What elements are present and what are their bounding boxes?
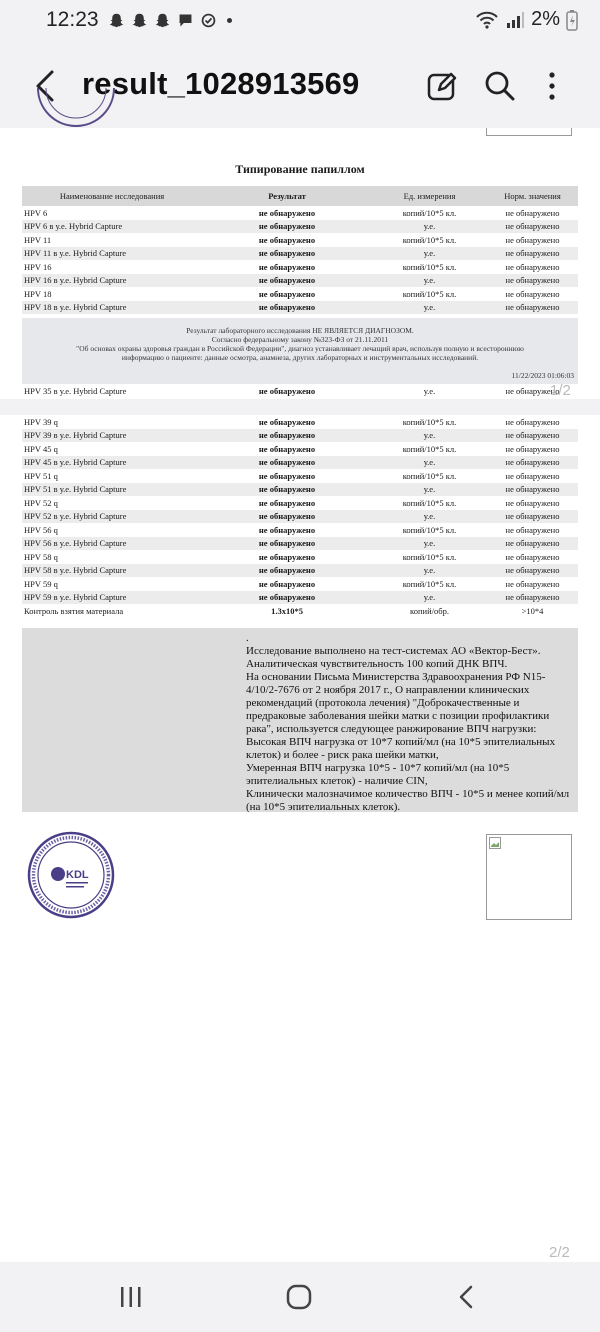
test-norm: не обнаружено (505, 470, 560, 481)
test-unit: у.е. (372, 220, 487, 234)
test-name: HPV 39 в у.е. Hybrid Capture (22, 429, 202, 443)
test-result: не обнаружено (258, 443, 316, 454)
stamp-fragment (36, 88, 116, 132)
test-result: не обнаружено (202, 247, 372, 261)
method-description: . Исследование выполнено на тест-системах АО «Вектор-Бест». Аналитическая чувствительность 100 копий ДНК ВПЧ. На основании Письма Министерства Здравоохранения РФ N15-4/10/2-7676 от 2 ноября 2017 г., О направлении клинических рекомендаций (протокола лечения) "Доброкачественные и предраковые заболевания шейки матки с позиции профилактики рака", используется следующее ранжирование ВПЧ нагрузки: Высокая ВПЧ нагрузка от 10*7 копий/мл (на 10*5 эпителиальных клеток) и более - риск рака шейки матки, Умеренная ВПЧ нагрузка 10*5 - 10*7 копий/мл (на 10*5 эпителиальных клеток) - наличие CIN, Клинически малозначимое количество ВПЧ - 10*5 и менее копий/мл (на 10*5 эпителиальных клеток). (246, 632, 570, 813)
search-icon[interactable] (482, 68, 518, 104)
test-result: не обнаружено (258, 470, 316, 481)
status-time: 12:23 (46, 8, 99, 31)
snapchat-icon (108, 11, 125, 30)
test-result: не обнаружено (258, 234, 316, 245)
test-norm: не обнаружено (487, 510, 578, 524)
test-norm: не обнаружено (487, 537, 578, 551)
test-norm: не обнаружено (505, 497, 560, 508)
test-unit: у.е. (372, 483, 487, 497)
lab-stamp-seal (26, 830, 116, 920)
test-norm: не обнаружено (487, 456, 578, 470)
test-result: не обнаружено (258, 416, 316, 427)
test-result: не обнаружено (202, 274, 372, 288)
table-row (22, 287, 578, 301)
test-unit: у.е. (372, 301, 487, 315)
test-unit: копий/10*5 кл. (402, 443, 457, 454)
test-result: не обнаружено (202, 564, 372, 578)
column-header: Ед. измерения (372, 186, 487, 206)
test-norm: не обнаружено (505, 524, 560, 535)
report-datetime: 11/22/2023 01:06:03 (511, 371, 574, 380)
battery-percent: 2% (531, 8, 560, 30)
test-name: HPV 16 (24, 261, 52, 272)
test-norm: не обнаружено (505, 385, 560, 396)
results-table-cut (22, 384, 578, 398)
test-unit: копий/10*5 кл. (402, 578, 457, 589)
table-row (22, 384, 578, 398)
image-placeholder-top (486, 128, 572, 136)
table-row (22, 577, 578, 591)
page-separator (0, 399, 600, 415)
table-row (22, 469, 578, 483)
notice-line: Результат лабораторного исследования НЕ ЯВЛЯЕТСЯ ДИАГНОЗОМ. (186, 326, 414, 335)
test-unit: у.е. (372, 429, 487, 443)
test-name: HPV 58 q (24, 551, 58, 562)
test-norm: не обнаружено (487, 301, 578, 315)
test-result: не обнаружено (202, 483, 372, 497)
table-row (22, 206, 578, 220)
more-notifications-icon (227, 18, 232, 23)
test-result: не обнаружено (258, 261, 316, 272)
table-row (22, 274, 578, 288)
test-unit: у.е. (372, 247, 487, 261)
status-bar (0, 0, 600, 44)
test-norm: не обнаружено (487, 247, 578, 261)
test-result: 1.3x10*5 (271, 605, 303, 616)
test-name: HPV 39 q (24, 416, 58, 427)
table-row (22, 523, 578, 537)
test-unit: у.е. (372, 564, 487, 578)
table-row (22, 442, 578, 456)
broken-image-icon (489, 837, 501, 849)
message-icon (177, 11, 194, 30)
test-result: не обнаружено (258, 207, 316, 218)
test-norm: не обнаружено (487, 274, 578, 288)
test-name: HPV 11 в у.е. Hybrid Capture (22, 247, 202, 261)
test-result: не обнаружено (258, 288, 316, 299)
table-row (22, 564, 578, 578)
column-header: Наименование исследования (22, 186, 202, 206)
table-row (22, 604, 578, 618)
test-unit: у.е. (372, 591, 487, 605)
test-unit: у.е. (372, 456, 487, 470)
column-header: Результат (202, 186, 372, 206)
test-unit: копий/10*5 кл. (402, 470, 457, 481)
notice-line: информацию о пациенте: данные осмотра, анамнеза, других лабораторных и инструментальных исследований. (121, 353, 479, 362)
test-unit: копий/10*5 кл. (402, 416, 457, 427)
table-row (22, 220, 578, 234)
test-result: не обнаружено (202, 591, 372, 605)
test-unit: копий/10*5 кл. (402, 288, 457, 299)
test-unit: копий/10*5 кл. (402, 207, 457, 218)
navigation-bar (0, 1262, 600, 1332)
system-icons (475, 8, 578, 31)
test-unit: копий/10*5 кл. (402, 261, 457, 272)
column-header: Норм. значения (487, 186, 578, 206)
test-name: HPV 59 q (24, 578, 58, 589)
test-name: HPV 18 (24, 288, 52, 299)
test-name: HPV 56 в у.е. Hybrid Capture (22, 537, 202, 551)
results-table-page2 (22, 415, 578, 618)
test-name: HPV 52 в у.е. Hybrid Capture (22, 510, 202, 524)
stamp-logo: KDL (66, 869, 89, 881)
test-result: не обнаружено (258, 524, 316, 535)
test-norm: не обнаружено (487, 220, 578, 234)
test-unit: копий/10*5 кл. (402, 234, 457, 245)
check-circle-icon (200, 11, 217, 30)
test-name: HPV 6 в у.е. Hybrid Capture (22, 220, 202, 234)
test-result: не обнаружено (202, 510, 372, 524)
test-result: не обнаружено (258, 551, 316, 562)
home-icon[interactable] (284, 1282, 314, 1312)
test-name: HPV 56 q (24, 524, 58, 535)
snapchat-icon (154, 11, 171, 30)
test-unit: у.е. (372, 274, 487, 288)
table-row (22, 456, 578, 470)
wifi-icon (475, 10, 499, 30)
notification-icons (108, 11, 232, 30)
notice-line: Согласно федеральному закону №323-ФЗ от 21.11.2011 (211, 335, 389, 344)
results-table-page1 (22, 186, 578, 314)
document-title: result_1028913569 (82, 66, 360, 101)
test-result: не обнаружено (258, 497, 316, 508)
test-name: HPV 45 q (24, 443, 58, 454)
test-norm: не обнаружено (487, 483, 578, 497)
test-norm: не обнаружено (505, 207, 560, 218)
table-row (22, 415, 578, 429)
image-placeholder (486, 834, 572, 920)
test-unit: копий/10*5 кл. (402, 497, 457, 508)
page-indicator: 2/2 (549, 1244, 570, 1261)
test-name: HPV 18 в у.е. Hybrid Capture (22, 301, 202, 315)
table-row (22, 510, 578, 524)
report-title: Типирование папиллом (235, 162, 365, 176)
test-norm: не обнаружено (505, 416, 560, 427)
signal-icon (505, 10, 525, 30)
notice-line: "Об основах охраны здоровья граждан в Российской Федерации", диагноз устанавливает лечащий врач, используя полную и всестороннюю (76, 344, 524, 353)
test-unit: копий/10*5 кл. (402, 551, 457, 562)
test-name: HPV 51 в у.е. Hybrid Capture (22, 483, 202, 497)
test-norm: не обнаружено (505, 551, 560, 562)
test-unit: копий/10*5 кл. (402, 524, 457, 535)
edit-icon[interactable] (424, 68, 460, 104)
test-result: не обнаружено (202, 220, 372, 234)
table-row (22, 537, 578, 551)
test-norm: не обнаружено (487, 564, 578, 578)
test-norm: не обнаружено (505, 288, 560, 299)
test-norm: не обнаружено (505, 443, 560, 454)
test-name: Контроль взятия материала (24, 605, 124, 616)
test-name: HPV 16 в у.е. Hybrid Capture (22, 274, 202, 288)
table-row (22, 483, 578, 497)
table-row (22, 550, 578, 564)
snapchat-icon (131, 11, 148, 30)
battery-charging-icon (566, 9, 578, 31)
table-row (22, 591, 578, 605)
test-norm: >10*4 (521, 605, 544, 616)
test-name: HPV 6 (24, 207, 48, 218)
test-result: не обнаружено (258, 578, 316, 589)
test-name: HPV 45 в у.е. Hybrid Capture (22, 456, 202, 470)
diagnosis-notice (22, 318, 578, 384)
nav-back-icon[interactable] (456, 1284, 478, 1310)
table-row (22, 301, 578, 315)
test-result: не обнаружено (258, 385, 316, 396)
test-name: HPV 11 (24, 234, 52, 245)
test-name: HPV 59 в у.е. Hybrid Capture (22, 591, 202, 605)
table-row (22, 496, 578, 510)
recent-apps-icon[interactable] (118, 1284, 144, 1310)
table-row (22, 247, 578, 261)
table-row (22, 429, 578, 443)
test-name: HPV 35 в у.е. Hybrid Capture (24, 385, 127, 396)
table-header-row (22, 186, 578, 206)
test-unit: у.е. (372, 537, 487, 551)
test-result: не обнаружено (202, 456, 372, 470)
test-result: не обнаружено (202, 537, 372, 551)
test-norm: не обнаружено (505, 234, 560, 245)
test-norm: не обнаружено (505, 261, 560, 272)
test-norm: не обнаружено (487, 591, 578, 605)
table-row (22, 260, 578, 274)
test-unit: у.е. (372, 510, 487, 524)
test-name: HPV 52 q (24, 497, 58, 508)
test-name: HPV 58 в у.е. Hybrid Capture (22, 564, 202, 578)
test-result: не обнаружено (202, 301, 372, 315)
test-unit: у.е. (423, 385, 436, 396)
table-row (22, 233, 578, 247)
test-name: HPV 51 q (24, 470, 58, 481)
page-indicator: 1/2 (550, 382, 571, 399)
more-options-icon[interactable] (540, 68, 564, 104)
test-result: не обнаружено (202, 429, 372, 443)
test-norm: не обнаружено (487, 429, 578, 443)
test-norm: не обнаружено (505, 578, 560, 589)
test-unit: копий/обр. (410, 605, 449, 616)
